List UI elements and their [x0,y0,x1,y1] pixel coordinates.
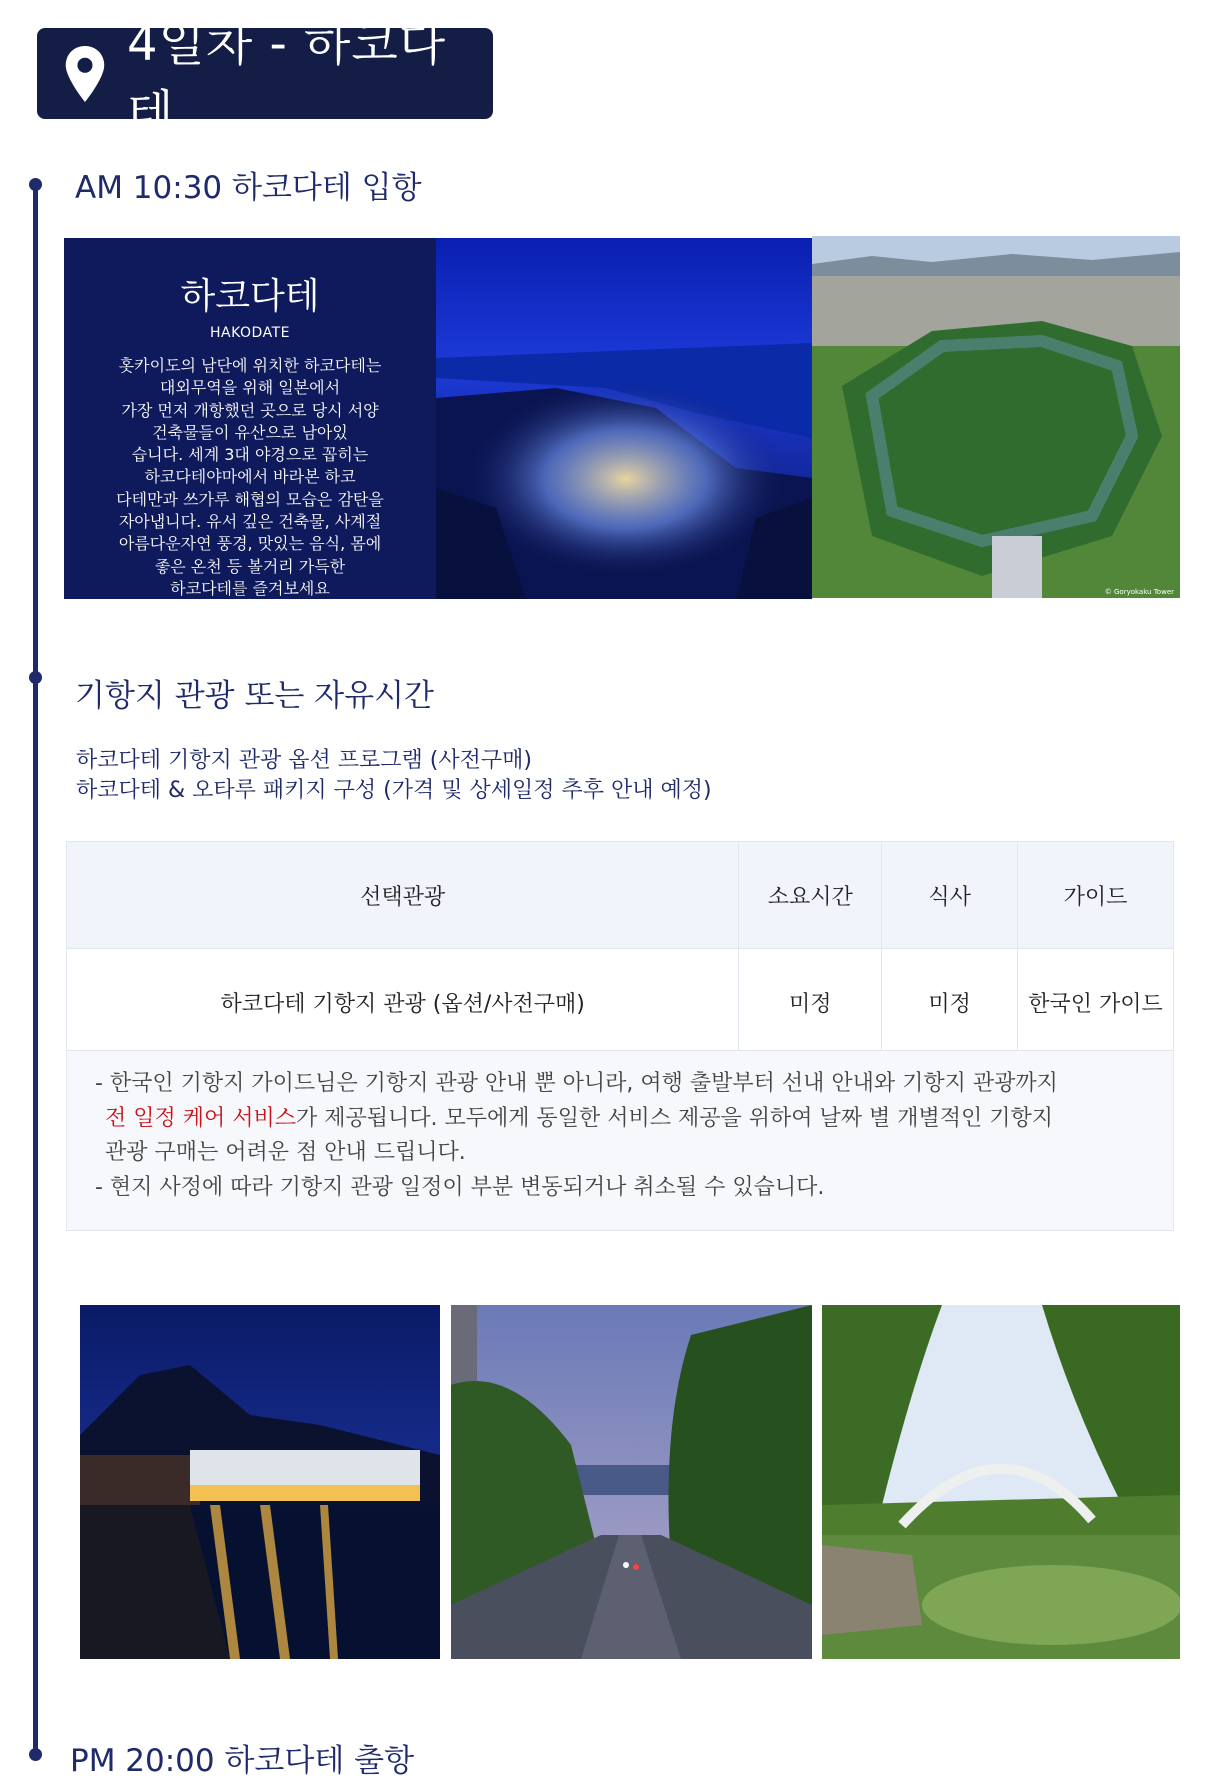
cell-duration: 미정 [739,949,882,1056]
photo-credit: © Goryokaku Tower [1104,588,1174,596]
hakodate-intro-card [64,238,436,599]
intro-description: 홋카이도의 남단에 위치한 하코다테는 대외무역을 위해 일본에서 가장 먼저 개항했던 곳으로 당시 서양 건축물들이 유산으로 남아있 습니다. 세계 3대 야경으로 꼽히는 하코다테야마에서 바라본 하코 다테만과 쓰가루 해협의 모습은 감탄을 자아냅니다. 유서 깊은 건축물, 사계절 아름다운자연 풍경, 맛있는 음식, 몸에 좋은 온천 등 볼거리 가득한 하코다테를 즐겨보세요 [116,356,384,598]
cell-meal: 미정 [882,949,1018,1056]
note-line: - 현지 사정에 따라 기항지 관광 일정이 부분 변동되거나 취소될 수 있습니다. [95,1174,825,1200]
table-header-row [67,842,1174,949]
note-line: - 한국인 기항지 가이드님은 기항지 관광 안내 뿐 아니라, 여행 출발부터 선내 안내와 기항지 관광까지 [95,1071,1058,1096]
timeline-dot [29,1748,42,1761]
col-header-tour: 선택관광 [67,842,739,949]
col-header-duration: 소요시간 [739,842,882,949]
note-highlight: 전 일정 케어 서비스 [105,1105,296,1131]
arrival-heading: AM 10:30 하코다테 입항 [75,170,422,206]
day-title-badge [37,15,493,141]
departure-heading: PM 20:00 하코다테 출항 [70,1743,415,1779]
harbor-night-photo [80,1305,440,1659]
timeline-dot [29,671,42,684]
park-bridge-photo [822,1305,1180,1659]
timeline-dot [29,178,42,191]
tour-heading: 기항지 관광 또는 자유시간 [75,678,434,714]
tour-sub-line-2: 하코다테 & 오타루 패키지 구성 (가격 및 상세일정 추후 안내 예정) [76,778,712,803]
intro-subtitle: HAKODATE [210,325,290,341]
col-header-meal: 식사 [882,842,1018,949]
timeline-line [33,184,38,1750]
day-title: 4일차 - 하코다테 [126,15,447,141]
tour-table [66,841,1174,1056]
note-line: 전 일정 케어 서비스가 제공됩니다. 모두에게 동일한 서비스 제공을 위하여 날짜 별 개별적인 기항지 [105,1105,1053,1131]
cell-guide: 한국인 가이드 [1018,949,1174,1056]
intro-title: 하코다테 [180,276,320,317]
hakodate-night-view-photo [436,238,812,599]
cell-tour-name: 하코다테 기항지 관광 (옵션/사전구매) [67,949,739,1056]
table-row [67,949,1174,1056]
goryokaku-fort-photo [812,236,1180,598]
tour-sub-line-1: 하코다테 기항지 관광 옵션 프로그램 (사전구매) [76,748,532,773]
hachiman-slope-photo [451,1305,812,1659]
note-line: 관광 구매는 어려운 점 안내 드립니다. [105,1140,466,1165]
map-pin-icon [63,46,107,102]
col-header-guide: 가이드 [1018,842,1174,949]
tour-notes [66,1050,1174,1231]
